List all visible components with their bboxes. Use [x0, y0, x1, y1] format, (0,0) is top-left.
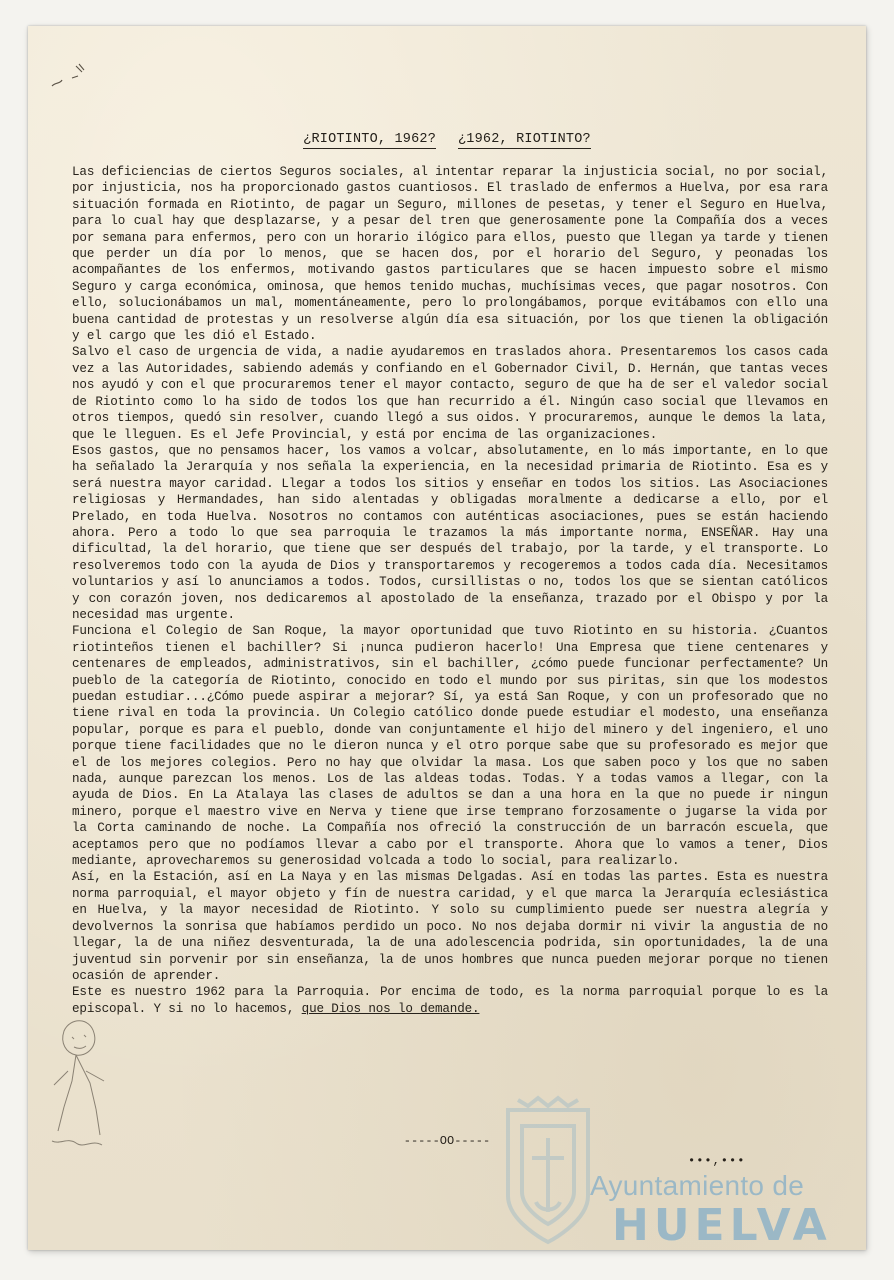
paragraph-3: Esos gastos, que no pensamos hacer, los vamos a volcar, absolutamente, en lo más importante, en lo que ha señalado la Jerarquía y nos señala la experiencia, en la necesidad primaria de Riotinto. Esa es y será nuestra mayor caridad. Llegar a todos los sitios y enseñar en todos los sitios. Las Asociaciones religiosas y Hermandades, han sido alentadas y obligadas moralmente a dedicarse a ello, por el Prelado, en toda Huelva. Nosotros no contamos con auténticas asociaciones, pues se están haciendo ahora. Pero a todo lo que sea parroquia le trazamos la más importante norma, ENSEÑAR. Hay una dificultad, la del horario, que tiene que ser después del trabajo, por la tarde, y el transporte. Lo resolveremos todo con la ayuda de Dios y transportaremos y recogeremos a todos cada día. Necesitamos voluntarios y así lo anunciamos a todos. Todos, cursillistas o no, todos los que se sientan católicos y con corazón joven, nos dedicaremos al apostolado de la enseñanza, trazado por el Obispo y por la necesidad mas urgente. — [72, 443, 828, 622]
trailing-marks: •••,••• — [688, 1154, 746, 1168]
document-body — [72, 164, 828, 1017]
paragraph-2: Salvo el caso de urgencia de vida, a nadie ayudaremos en traslados ahora. Presentaremos los casos cada vez a las Autoridades, sabiendo además y confiando en el Gobernador Civil, D. Hernán, que tantas veces nos ayudó y con el que procuraremos tener el mayor contacto, seguro de que ha de ser el valedor social de Riotinto como lo ha sido de todos los que han recurrido a él. Ningún caso social que llevamos en otros tiempos, quedó sin resolver, cuando llegó a sus oidos. Y procuraremos, aunque le demos la lata, que le lleguen. Es el Jefe Provincial, y está por encima de las organizaciones. — [72, 345, 828, 442]
title-right: ¿1962, RIOTINTO? — [458, 132, 591, 147]
page-title — [28, 132, 866, 147]
separator: -----OO----- — [403, 1134, 491, 1148]
paper-sheet — [28, 26, 866, 1250]
closing-underlined: que Dios nos lo demande. — [301, 1001, 480, 1016]
corner-scribble-icon — [46, 56, 94, 96]
watermark-line-1: Ayuntamiento de — [590, 1170, 805, 1201]
title-left: ¿RIOTINTO, 1962? — [303, 132, 436, 147]
paragraph-1: Las deficiencias de ciertos Seguros sociales, al intentar reparar la injusticia social, no por social, por injusticia, nos ha proporcionado gastos cuantiosos. El traslado de enfermos a Huelva, por esa rara situación formada en Riotinto, de pagar un Seguro, millones de pesetas, y tener el Seguro en Huelva, para lo cual hay que desplazarse, y a pesar del tren que generosamente pone la Compañía dos a veces por semana para enfermos, pero con un horario ilógico para ellos, puesto que llegan ya tarde y tienen que perder un día por lo menos, que se hacen dos, por el horario del Seguro, y peonadas los acompañantes de los enfermos, motivando gastos particulares que se hacen impuesto sobre el mismo Seguro y carga económica, ominosa, que hemos tenido muchas, muchísimas veces, que pagar nosotros. Con ello, solucionábamos un mal, momentáneamente, pero lo prolongábamos, porque evitábamos con ello una buena cantidad de protestas y un resolverse algún día esa situación, por los que tienen la obligación y el cargo que les dió el Estado. — [72, 165, 828, 344]
watermark-line-2: HUELVA — [612, 1200, 832, 1251]
closing-text: Este es nuestro 1962 para la Parroquia. Por encima de todo, es la norma parroquial porque lo es la episcopal. Y si no lo hacemos, — [72, 985, 828, 1016]
paragraph-5: Así, en la Estación, así en La Naya y en las mismas Delgadas. Así en todas las partes. Esta es nuestra norma parroquial, el mayor objeto y fín de nuestra caridad, y el que marca la Jerarquía eclesiástica en Huelva, y la mayor necesidad de Riotinto. Y solo su cumplimiento puede ser nuestra alegría y devolvernos la sonrisa que habíamos perdido un poco. No nos dejaba dormir ni vivir la angustia de no llegar, la de una niñez desventurada, la de una adolescencia podrida, sin oportunidades, la de una juventud sin porvenir por sin enseñanza, la de unos hombres que nunca pueden mejorar porque no tienen ocasión de aprender. — [72, 870, 828, 983]
margin-doodle-icon — [46, 1011, 116, 1161]
closing-paragraph — [72, 984, 828, 1017]
paragraph-4: Funciona el Colegio de San Roque, la mayor oportunidad que tuvo Riotinto en su historia. ¿Cuantos riotinteños tienen el bachiller? Si ¡nunca pudieron hacerlo! Una Empresa que tiene centenares y centenares de empleados, administrativos, sin el bachiller, ¿cómo puede funcionar perfectamente? Un pueblo de la categoría de Riotinto, conocido en todo el mundo por sus piritas, sin que los modestos puedan estudiar...¿Cómo puede aspirar a mejorar? Sí, ya está San Roque, y con un profesorado que no tiene rival en toda la provincia. Un Colegio católico donde puede estudiar el modesto, una enseñanza popular, porque es para el pueblo, donde van conjuntamente el hijo del minero y del ingeniero, el uno porque tiene facilidades que no le dieron nunca y el otro porque sabe que su profesorado es mejor que el de los mejores colegios. Pero no hay que olvidar la masa. Los que saben poco y los que no saben nada, aunque parezcan los menos. Los de las aldeas todas. Todas. Y a todas vamos a llegar, con la ayuda de Dios. En La Atalaya las clases de adultos se dan a una hora en la que no puede ir ningun minero, porque el maestro vive en Nerva y tiene que irse temprano forzosamente o jugarse la vida por la Corta caminando de noche. La Compañía nos ofreció la construcción de un barracón escuela, que aceptamos pero que no podíamos llevar a cabo por el transporte. Ahora que lo vamos a tener, Dios mediante, aprovecharemos su generosidad volcada a todo lo social, para realizarlo. — [72, 624, 828, 869]
